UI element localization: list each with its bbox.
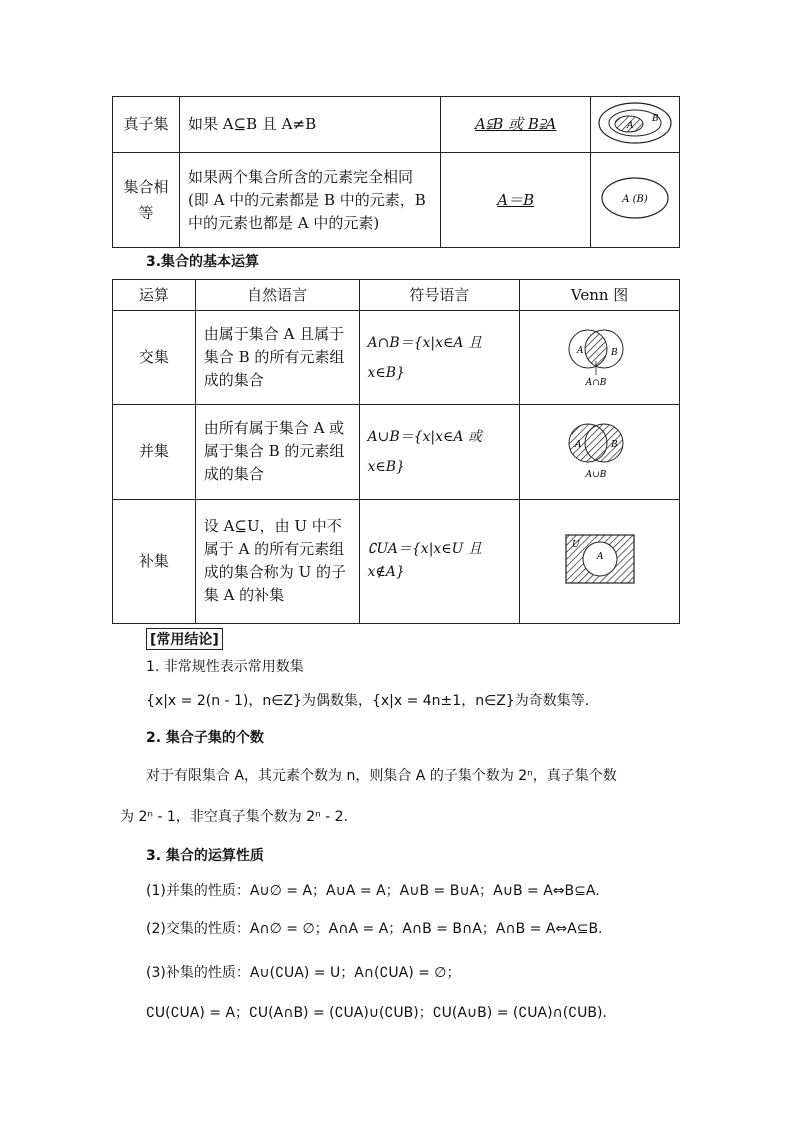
equal-set-venn xyxy=(598,175,672,221)
text-line: 中的元素也都是 A 中的元素) xyxy=(187,213,380,232)
table-row xyxy=(113,499,680,623)
table-row xyxy=(113,153,680,248)
row-name: 真子集 xyxy=(113,97,180,153)
venn-label-a: A xyxy=(576,345,584,356)
item-text: {x|x = 2(n - 1)，n∈Z}为偶数集，{x|x = 4n±1，n∈Z}为奇数集等． xyxy=(146,693,599,709)
item-title: 3. 集合的运算性质 xyxy=(146,848,264,864)
symbol-text: A⫋B 或 B⫌A xyxy=(474,115,557,134)
table-row xyxy=(113,97,680,153)
proper-subset-venn xyxy=(595,100,675,146)
text-line: 成的集合 xyxy=(203,465,264,484)
venn-cell xyxy=(520,499,680,623)
venn-cell xyxy=(591,153,680,248)
symbol-language-cell xyxy=(359,405,520,499)
subset-table xyxy=(112,96,680,248)
natural-language-cell xyxy=(195,311,359,405)
item-text: 对于有限集合 A，其元素个数为 n，则集合 A 的子集个数为 2ⁿ，真子集个数 xyxy=(146,768,617,784)
conclusions-title: [常用结论] xyxy=(146,628,223,650)
venn-label-a: A xyxy=(574,439,582,450)
text-line: 集合 B 的所有元素组 xyxy=(203,348,345,367)
symbol-language-cell xyxy=(441,153,591,248)
row-name: 补集 xyxy=(113,499,196,623)
natural-language-cell xyxy=(195,499,359,623)
venn-label-a: A xyxy=(596,552,604,563)
set-operations-table xyxy=(112,279,680,624)
row-name: 并集 xyxy=(113,405,196,499)
symbol-language-cell xyxy=(441,97,591,153)
venn-cell xyxy=(520,405,680,499)
property-line: (3)补集的性质：A∪(∁UA) = U；A∩(∁UA) = ∅； xyxy=(146,965,461,981)
section-title: 3.集合的基本运算 xyxy=(146,254,260,270)
text-line: 成的集合 xyxy=(203,371,264,390)
union-venn xyxy=(560,417,640,483)
venn-caption: A∪B xyxy=(585,469,606,480)
venn-label-a: A xyxy=(627,120,634,131)
item-text: 为 2ⁿ - 1，非空真子集个数为 2ⁿ - 2. xyxy=(120,809,349,825)
column-header: 运算 xyxy=(113,280,196,311)
text-line: 集 A 的补集 xyxy=(203,586,285,605)
intersection-venn xyxy=(560,323,640,389)
text-line: A∪B＝{x|x∈A 或 xyxy=(367,428,482,445)
venn-label-b: B xyxy=(652,113,659,124)
property-line: (1)并集的性质：A∪∅ = A；A∪A = A；A∪B = B∪A；A∪B = A⇔B⊆A. xyxy=(146,883,600,899)
text-line: (即 A 中的元素都是 B 中的元素，B xyxy=(187,190,426,209)
symbol-text: A＝B xyxy=(497,190,535,209)
table-header-row xyxy=(113,280,680,311)
table-row xyxy=(113,405,680,499)
row-name-text: 集合相等 xyxy=(123,178,169,223)
natural-language-cell: 如果 A⊆B 且 A≠B xyxy=(179,97,440,153)
item-title: 1. 非常规性表示常用数集 xyxy=(146,659,304,675)
natural-language-cell xyxy=(195,405,359,499)
symbol-language-cell xyxy=(359,311,520,405)
venn-label-b: B xyxy=(610,347,618,358)
complement-venn xyxy=(564,533,636,585)
row-name xyxy=(113,153,180,248)
venn-cell xyxy=(520,311,680,405)
text-line: A∩B＝{x|x∈A 且 xyxy=(367,334,482,351)
text-line: 由属于集合 A 且属于 xyxy=(203,325,345,344)
row-name: 交集 xyxy=(113,311,196,405)
text-line: x∈B} xyxy=(367,364,405,381)
venn-cell xyxy=(591,97,680,153)
item-title: 2. 集合子集的个数 xyxy=(146,730,264,746)
column-header: 符号语言 xyxy=(359,280,520,311)
property-line: ∁U(∁UA) = A；∁U(A∩B) = (∁UA)∪(∁UB)；∁U(A∪B) = (∁UA)∩(∁UB)． xyxy=(146,1005,617,1021)
column-header: 自然语言 xyxy=(195,280,359,311)
text-line: 设 A⊆U，由 U 中不 xyxy=(203,517,342,536)
text-line: 属于集合 B 的元素组 xyxy=(203,442,345,461)
text-line: 成的集合称为 U 的子 xyxy=(203,563,346,582)
table-row xyxy=(113,311,680,405)
symbol-language-cell xyxy=(359,499,520,623)
text-line: 属于 A 的所有元素组 xyxy=(203,540,345,559)
venn-label-b: B xyxy=(610,439,618,450)
natural-language-cell xyxy=(179,153,440,248)
column-header: Venn 图 xyxy=(520,280,680,311)
venn-caption: A∩B xyxy=(585,377,606,388)
property-line: (2)交集的性质：A∩∅ = ∅；A∩A = A；A∩B = B∩A；A∩B = A⇔A⊆B. xyxy=(146,921,603,937)
text-line: x∈B} xyxy=(367,458,405,475)
venn-label: A (B) xyxy=(622,194,648,206)
venn-label-u: U xyxy=(571,540,580,551)
text-line: 由所有属于集合 A 或 xyxy=(203,419,345,438)
text-line: ∁UA＝{x|x∈U 且 x∉A} xyxy=(367,541,482,581)
text-line: 如果两个集合所含的元素完全相同 xyxy=(187,167,413,186)
